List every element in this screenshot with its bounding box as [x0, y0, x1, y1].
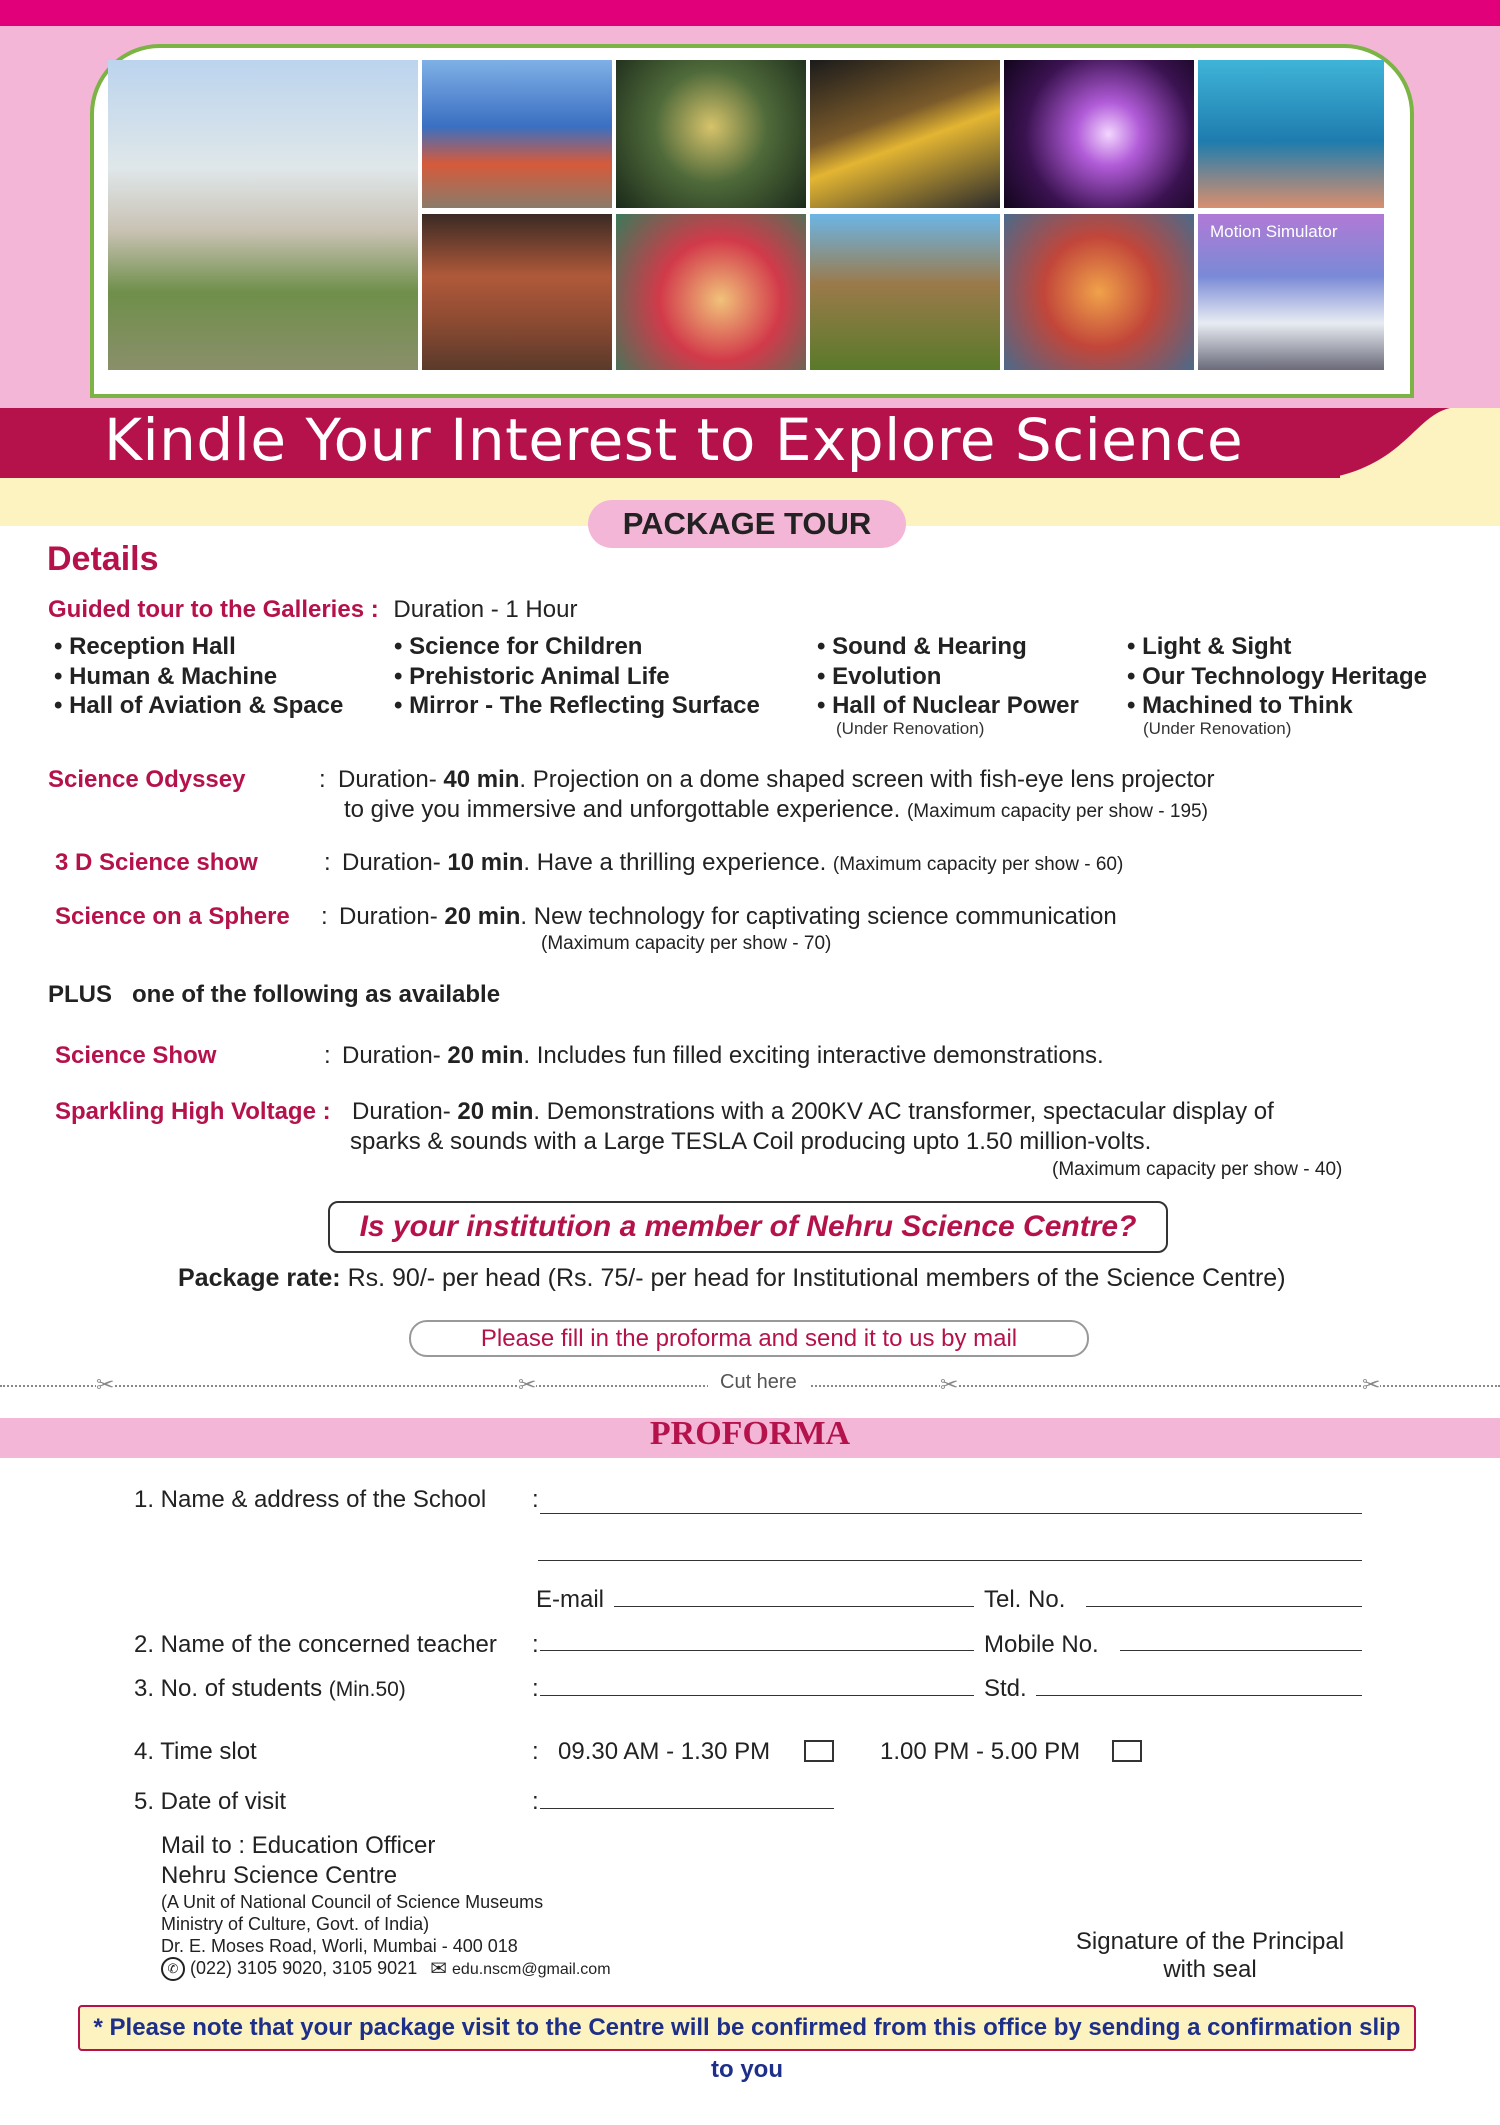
slot2-checkbox[interactable] [1112, 1740, 1142, 1762]
duration-prefix: Duration- [342, 1042, 441, 1069]
package-rate-text: Rs. 90/- per head (Rs. 75/- per head for Institutional members of the Science Centre) [347, 1264, 1286, 1292]
sphere-label: Science on a Sphere [55, 903, 290, 930]
package-rate-label: Package rate: [178, 1264, 341, 1292]
duration-value: 40 min [443, 766, 520, 793]
q3-min: (Min.50) [328, 1678, 406, 1701]
scissors-icon: ✂ [940, 1372, 959, 1397]
school-name-field[interactable] [540, 1513, 1362, 1514]
odyssey-capacity: (Maximum capacity per show - 195) [906, 801, 1208, 822]
mail-road-line: Dr. E. Moses Road, Worli, Mumbai - 400 018 [161, 1936, 518, 1956]
high-voltage-text: . Demonstrations with a 200KV AC transformer, spectacular display of [533, 1098, 1274, 1125]
phone-number: (022) 3105 9020, 3105 9021 [190, 1958, 418, 1978]
confirmation-notice: * Please note that your package visit to the Centre will be confirmed from this office by sending a confirmation slip to you [78, 2005, 1416, 2051]
motion-simulator-caption: Motion Simulator [1210, 222, 1338, 241]
package-tour-badge: PACKAGE TOUR [588, 500, 906, 548]
slot2-label: 1.00 PM - 5.00 PM [880, 1738, 1081, 1765]
signature-line-1: Signature of the Principal [1075, 1928, 1345, 1955]
scissors-icon: ✂ [1362, 1372, 1381, 1397]
q1-colon: : [532, 1486, 539, 1513]
3d-show-label: 3 D Science show [55, 849, 258, 876]
scissors-icon: ✂ [518, 1372, 537, 1397]
3d-show-desc [342, 848, 1123, 880]
gallery-column-3 [817, 632, 1079, 721]
contact-email: edu.nscm@gmail.com [452, 1961, 611, 1978]
tel-field[interactable] [1086, 1606, 1362, 1607]
photo-motion-simulator [1198, 214, 1384, 370]
photo-human-head [616, 214, 806, 370]
email-field[interactable] [614, 1606, 974, 1607]
guided-tour-duration: Duration - 1 Hour [393, 596, 578, 623]
teacher-name-field[interactable] [540, 1650, 974, 1651]
3d-show-colon: : [324, 849, 331, 876]
mobile-field[interactable] [1120, 1650, 1362, 1651]
q2-label: 2. Name of the concerned teacher [134, 1631, 497, 1658]
duration-value: 20 min [444, 903, 521, 930]
photo-turtle-3d [1198, 60, 1384, 208]
std-field[interactable] [1036, 1695, 1362, 1696]
renovation-note: (Under Renovation) [836, 719, 985, 738]
science-show-text: . Includes fun filled exciting interactive demonstrations. [523, 1042, 1104, 1069]
q3-text: 3. No. of students [134, 1675, 323, 1702]
gallery-column-1 [54, 632, 343, 721]
slot1-checkbox[interactable] [804, 1740, 834, 1762]
fill-proforma-note: Please fill in the proforma and send it to us by mail [409, 1320, 1089, 1357]
phone-icon: ✆ [161, 1957, 185, 1981]
renovation-note: (Under Renovation) [1143, 719, 1292, 738]
mail-to-line: Mail to : Education Officer [161, 1832, 436, 1859]
3d-show-capacity: (Maximum capacity per show - 60) [832, 854, 1124, 875]
mail-ministry-line: Ministry of Culture, Govt. of India) [161, 1914, 430, 1934]
duration-prefix: Duration- [338, 766, 437, 793]
page-title: Kindle Your Interest to Explore Science [104, 406, 1244, 474]
slot1-label: 09.30 AM - 1.30 PM [558, 1738, 771, 1765]
q4-colon: : [532, 1738, 539, 1765]
students-field[interactable] [540, 1695, 974, 1696]
photo-ear-model [1004, 214, 1194, 370]
package-rate [178, 1264, 1378, 1293]
duration-prefix: Duration- [342, 849, 441, 876]
photo-mirror-gallery [616, 60, 806, 208]
email-label: E-mail [536, 1586, 605, 1613]
3d-show-text: . Have a thrilling experience. [523, 849, 827, 876]
science-show-desc [342, 1041, 1104, 1071]
sphere-colon: : [321, 903, 328, 930]
gallery-item: • Our Technology Heritage [1127, 662, 1427, 690]
photo-aviation [810, 60, 1000, 208]
photo-dinosaur [810, 214, 1000, 370]
mail-icon: ✉ [430, 1958, 447, 1981]
q5-colon: : [532, 1788, 539, 1815]
gallery-item: • Reception Hall [54, 633, 236, 660]
gallery-item: • Human & Machine [54, 662, 278, 690]
gallery-column-2 [394, 632, 760, 721]
gallery-item: • Sound & Hearing [817, 633, 1027, 660]
gallery-item: • Hall of Nuclear Power [817, 692, 1079, 719]
mail-to-address [161, 1831, 611, 1981]
sphere-capacity: (Maximum capacity per show - 70) [541, 933, 832, 954]
duration-value: 20 min [457, 1098, 534, 1125]
photo-building [108, 60, 418, 370]
proforma-title: PROFORMA [649, 1415, 851, 1452]
mail-contact-line [161, 1957, 611, 1981]
school-address-field[interactable] [538, 1560, 1362, 1561]
gallery-item: • Hall of Aviation & Space [54, 692, 344, 719]
sphere-desc [339, 902, 1117, 932]
gallery-item: • Prehistoric Animal Life [394, 662, 670, 690]
cut-here-label: Cut here [708, 1371, 809, 1394]
q4-label: 4. Time slot [134, 1738, 257, 1765]
signature-block [1060, 1928, 1360, 1984]
odyssey-text-2: to give you immersive and unforgottable experience. [344, 796, 901, 823]
photo-audience [422, 214, 612, 370]
gallery-item: • Mirror - The Reflecting Surface [394, 692, 760, 719]
scissors-icon: ✂ [96, 1372, 115, 1397]
photo-entrance [422, 60, 612, 208]
gallery-item: • Machined to Think [1127, 692, 1353, 719]
guided-tour-line [48, 596, 577, 624]
gallery-item: • Light & Sight [1127, 633, 1292, 660]
duration-value: 20 min [447, 1042, 524, 1069]
mail-org-line: Nehru Science Centre [161, 1862, 398, 1889]
high-voltage-desc [352, 1097, 1274, 1127]
title-band-curve [1330, 408, 1450, 478]
duration-value: 10 min [447, 849, 524, 876]
gallery-column-4 [1127, 632, 1427, 721]
q5-label: 5. Date of visit [134, 1788, 287, 1815]
science-show-label: Science Show [55, 1042, 217, 1069]
mail-unit-line: (A Unit of National Council of Science Museums [161, 1892, 544, 1912]
science-odyssey-label: Science Odyssey [48, 766, 246, 793]
gallery-item: • Science for Children [394, 633, 643, 660]
details-heading: Details [47, 540, 159, 578]
duration-prefix: Duration- [352, 1098, 451, 1125]
gallery-item: • Evolution [817, 662, 942, 690]
tel-label: Tel. No. [984, 1586, 1066, 1613]
science-show-colon: : [324, 1042, 331, 1069]
high-voltage-text-2: sparks & sounds with a Large TESLA Coil producing upto 1.50 million-volts. [350, 1128, 1152, 1155]
membership-question: Is your institution a member of Nehru Science Centre? [328, 1201, 1168, 1253]
sphere-text: . New technology for captivating science communication [520, 903, 1117, 930]
duration-prefix: Duration- [339, 903, 438, 930]
signature-line-2: with seal [1163, 1956, 1257, 1983]
high-voltage-capacity: (Maximum capacity per show - 40) [1052, 1159, 1343, 1180]
photo-tesla-coil [1004, 60, 1194, 208]
photo-collage [108, 60, 1384, 370]
odyssey-text: . Projection on a dome shaped screen with fish-eye lens projector [519, 766, 1215, 793]
q3-colon: : [532, 1675, 539, 1702]
plus-line: PLUS one of the following as available [48, 981, 501, 1008]
visit-date-field[interactable] [540, 1808, 834, 1809]
q2-colon: : [532, 1631, 539, 1658]
mobile-label: Mobile No. [984, 1631, 1099, 1658]
guided-tour-label: Guided tour to the Galleries : [48, 596, 379, 623]
std-label: Std. [984, 1675, 1027, 1702]
science-odyssey-colon: : [319, 766, 326, 793]
science-odyssey-desc [338, 765, 1214, 795]
top-strip [0, 0, 1500, 26]
science-odyssey-desc-2 [344, 795, 1208, 827]
q3-label [134, 1675, 406, 1703]
high-voltage-label: Sparkling High Voltage : [55, 1098, 331, 1125]
q1-label: 1. Name & address of the School [134, 1486, 487, 1513]
